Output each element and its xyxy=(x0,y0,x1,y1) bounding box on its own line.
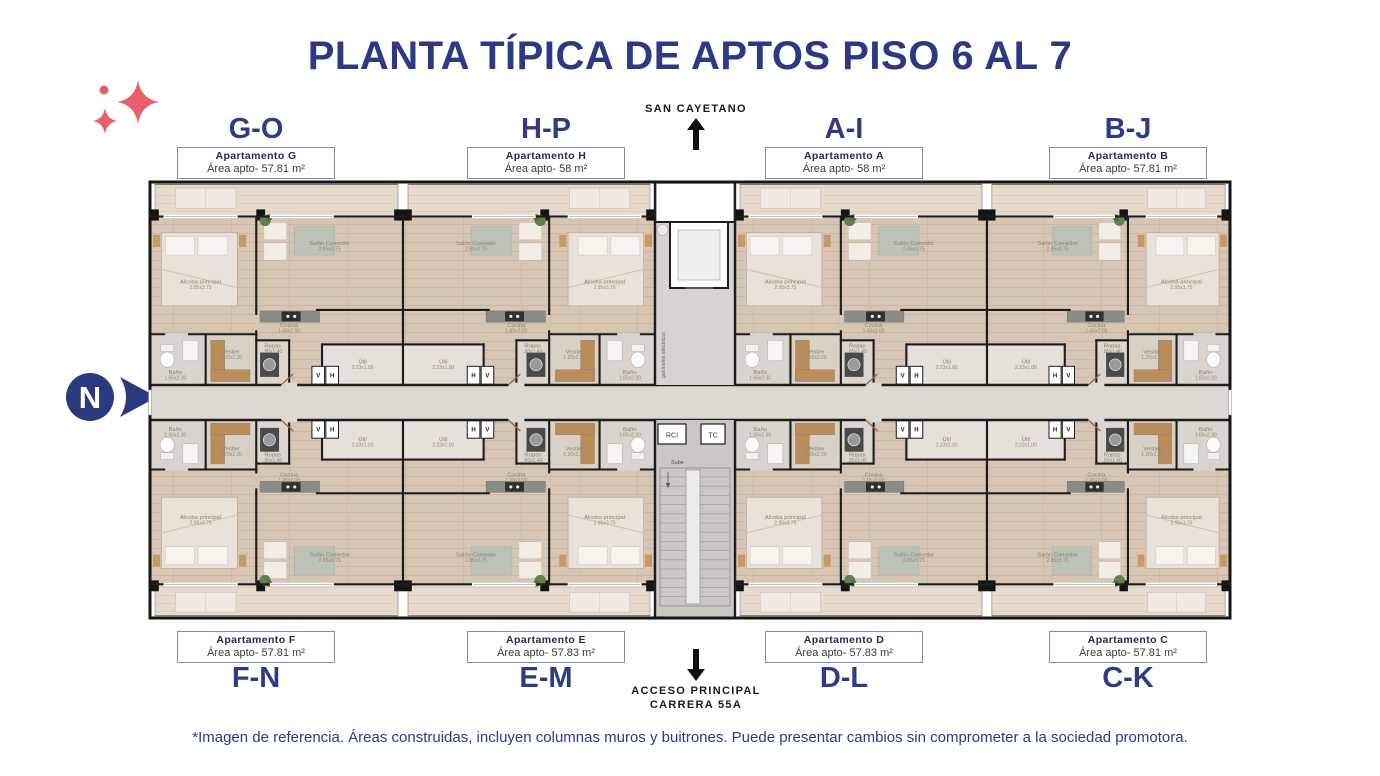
svg-text:2.95x3.75: 2.95x3.75 xyxy=(593,285,616,291)
svg-text:Cocina: Cocina xyxy=(507,472,526,479)
svg-text:1.65x2.30: 1.65x2.30 xyxy=(618,432,641,439)
svg-text:Vestier: Vestier xyxy=(806,349,825,356)
svg-text:Útil: Útil xyxy=(1021,436,1031,443)
apt-code-top-2: H-P xyxy=(521,113,571,145)
apt-name: Apartamento H xyxy=(505,150,587,162)
corridor xyxy=(150,385,1230,420)
svg-text:Útil: Útil xyxy=(358,436,367,443)
svg-text:Alcoba principal: Alcoba principal xyxy=(584,515,626,521)
svg-text:.80x1.40: .80x1.40 xyxy=(263,458,283,465)
svg-text:1.65x2.30: 1.65x2.30 xyxy=(1194,432,1217,439)
svg-text:Baño: Baño xyxy=(168,369,183,376)
svg-text:1.20x2.20: 1.20x2.20 xyxy=(804,452,827,459)
apt-name: Apartamento F xyxy=(216,634,296,646)
apt-name: Apartamento B xyxy=(1087,150,1169,162)
svg-text:Ropas: Ropas xyxy=(1103,343,1121,350)
svg-text:1.65x2.00: 1.65x2.00 xyxy=(505,477,528,484)
svg-text:Vestier: Vestier xyxy=(565,446,584,453)
svg-text:1.65x2.00: 1.65x2.00 xyxy=(278,477,301,484)
svg-text:Alcoba principal: Alcoba principal xyxy=(1160,515,1202,521)
apt-name: Apartamento E xyxy=(506,634,586,646)
svg-text:2.85x3.75: 2.85x3.75 xyxy=(465,558,488,565)
svg-text:V: V xyxy=(485,373,490,380)
svg-text:H: H xyxy=(471,373,476,380)
svg-text:2.23x1.00: 2.23x1.00 xyxy=(935,365,958,372)
apt-code-top-1: G-O xyxy=(228,113,284,145)
svg-text:1.65x2.30: 1.65x2.30 xyxy=(749,375,772,382)
apt-area: Área apto- 57.81 m² xyxy=(207,647,305,659)
floorplan xyxy=(145,180,1235,622)
svg-text:1.20x2.20: 1.20x2.20 xyxy=(219,452,242,459)
svg-text:H: H xyxy=(329,373,335,380)
svg-text:Alcoba principal: Alcoba principal xyxy=(584,279,626,286)
access-label-line2: CARRERA 55A xyxy=(649,699,743,711)
svg-text:2.85x3.75: 2.85x3.75 xyxy=(318,558,341,565)
apt-area: Área apto- 57.83 m² xyxy=(497,647,595,659)
svg-text:Alcoba principal: Alcoba principal xyxy=(764,515,806,521)
svg-text:1.65x2.00: 1.65x2.00 xyxy=(862,477,885,484)
sparkle-star-small xyxy=(93,108,117,134)
svg-text:2.85x3.75: 2.85x3.75 xyxy=(318,246,341,253)
svg-text:V: V xyxy=(485,427,490,434)
svg-text:1.20x2.20: 1.20x2.20 xyxy=(1141,355,1164,362)
svg-text:Cocina: Cocina xyxy=(280,472,299,479)
svg-text:H: H xyxy=(471,427,476,434)
svg-text:2.85x3.75: 2.85x3.75 xyxy=(1046,558,1069,565)
svg-text:TC: TC xyxy=(708,432,718,440)
svg-text:Vestier: Vestier xyxy=(222,349,240,356)
svg-text:1.65x2.00: 1.65x2.00 xyxy=(505,328,528,335)
svg-text:gabinetes eléctricos: gabinetes eléctricos xyxy=(661,332,667,378)
svg-text:1.20x2.20: 1.20x2.20 xyxy=(804,355,827,362)
access-direction-arrow-icon xyxy=(686,649,706,681)
sparkle-star-large xyxy=(117,80,159,124)
svg-text:Vestier: Vestier xyxy=(1143,349,1162,356)
floorplan-apartment-d xyxy=(735,420,987,618)
svg-text:1.65x2.30: 1.65x2.30 xyxy=(164,375,187,382)
svg-text:2.23x1.00: 2.23x1.00 xyxy=(1014,365,1037,372)
apt-area: Área apto- 57.81 m² xyxy=(1079,163,1177,175)
footnote: *Imagen de referencia. Áreas construidas, incluyen columnas muros y buitrones. Puede presentar cambios sin comprometer a la sociedad promotora. xyxy=(192,729,1188,746)
svg-text:Baño: Baño xyxy=(753,426,767,433)
svg-text:H: H xyxy=(914,373,919,380)
svg-text:Salón Comedor: Salón Comedor xyxy=(893,240,935,247)
apt-code-top-4: B-J xyxy=(1104,113,1152,145)
apt-area: Área apto- 58 m² xyxy=(802,163,886,175)
svg-text:H: H xyxy=(914,427,919,434)
svg-text:Alcoba principal: Alcoba principal xyxy=(1160,279,1202,286)
svg-text:.80x1.40: .80x1.40 xyxy=(523,458,543,465)
apt-info-box-b xyxy=(1049,147,1207,179)
svg-text:Salón Comedor: Salón Comedor xyxy=(893,552,935,559)
apt-area: Área apto- 57.81 m² xyxy=(1079,647,1177,659)
svg-text:.80x1.40: .80x1.40 xyxy=(1102,458,1122,465)
svg-text:1.65x2.00: 1.65x2.00 xyxy=(1085,477,1108,484)
svg-text:2.85x3.75: 2.85x3.75 xyxy=(1046,246,1069,253)
svg-text:H: H xyxy=(329,427,335,434)
svg-text:Salón Comedor: Salón Comedor xyxy=(455,240,497,247)
svg-text:Vestier: Vestier xyxy=(806,446,825,453)
svg-text:Útil: Útil xyxy=(1021,359,1031,366)
svg-text:2.23x1.00: 2.23x1.00 xyxy=(351,365,374,372)
svg-text:Salón Comedor: Salón Comedor xyxy=(1037,552,1078,559)
apt-area: Área apto- 57.81 m² xyxy=(207,163,305,175)
svg-text:2.95x3.75: 2.95x3.75 xyxy=(593,520,616,527)
sparkle-dot xyxy=(100,86,109,95)
svg-text:Salón Comedor: Salón Comedor xyxy=(309,552,350,559)
svg-text:1.20x2.20: 1.20x2.20 xyxy=(563,452,586,459)
svg-text:Alcoba principal: Alcoba principal xyxy=(764,279,806,286)
svg-text:Salón Comedor: Salón Comedor xyxy=(309,240,350,247)
compass-north-letter: N xyxy=(78,380,102,415)
svg-text:V: V xyxy=(1066,427,1071,434)
svg-text:Útil: Útil xyxy=(439,436,448,443)
svg-text:V: V xyxy=(1066,373,1071,380)
svg-text:Ropas: Ropas xyxy=(524,452,542,459)
svg-text:Ropas: Ropas xyxy=(264,452,282,459)
floorplan-apartment-h xyxy=(403,182,655,385)
svg-text:Alcoba principal: Alcoba principal xyxy=(180,515,222,521)
svg-text:Baño: Baño xyxy=(623,426,637,433)
apt-code-bottom-4: C-K xyxy=(1102,662,1154,694)
svg-text:2.95x3.75: 2.95x3.75 xyxy=(774,285,797,291)
svg-text:Baño: Baño xyxy=(1198,426,1213,433)
floorplan-apartment-b xyxy=(987,182,1230,385)
svg-text:Vestier: Vestier xyxy=(222,446,240,453)
svg-text:V: V xyxy=(900,427,905,434)
svg-text:2.95x3.75: 2.95x3.75 xyxy=(774,520,797,527)
svg-text:Sube: Sube xyxy=(671,460,684,466)
elevator-core xyxy=(655,182,735,385)
svg-text:.80x1.40: .80x1.40 xyxy=(847,458,867,465)
svg-text:Útil: Útil xyxy=(942,436,951,443)
page-title: PLANTA TÍPICA DE APTOS PISO 6 AL 7 xyxy=(307,34,1073,78)
svg-text:H: H xyxy=(1052,427,1058,434)
svg-text:Cocina: Cocina xyxy=(507,323,526,330)
sparkles-decoration xyxy=(78,70,178,150)
svg-text:1.65x2.30: 1.65x2.30 xyxy=(749,432,772,439)
floorplan-apartment-c xyxy=(987,420,1230,618)
svg-text:1.65x2.30: 1.65x2.30 xyxy=(164,432,187,439)
svg-text:Baño: Baño xyxy=(623,369,637,376)
apt-name: Apartamento D xyxy=(803,634,885,646)
apt-code-top-3: A-I xyxy=(824,113,864,145)
svg-text:.80x1.40: .80x1.40 xyxy=(847,348,867,355)
svg-text:Salón Comedor: Salón Comedor xyxy=(1037,240,1078,247)
svg-text:1.65x2.30: 1.65x2.30 xyxy=(618,375,641,382)
svg-text:Cocina: Cocina xyxy=(864,472,883,479)
svg-text:2.95x3.75: 2.95x3.75 xyxy=(189,285,212,291)
apt-code-bottom-1: F-N xyxy=(231,662,281,694)
north-direction-arrow-icon xyxy=(686,118,706,150)
apt-area: Área apto- 58 m² xyxy=(504,163,588,175)
svg-text:Cocina: Cocina xyxy=(1087,472,1106,479)
svg-text:Ropas: Ropas xyxy=(848,452,866,459)
svg-text:Alcoba principal: Alcoba principal xyxy=(180,279,222,286)
svg-text:2.23x1.00: 2.23x1.00 xyxy=(351,442,374,449)
svg-text:Vestier: Vestier xyxy=(565,349,584,356)
svg-text:1.20x2.20: 1.20x2.20 xyxy=(1141,452,1164,459)
svg-text:2.85x3.75: 2.85x3.75 xyxy=(902,246,925,253)
access-label-line1: ACCESO PRINCIPAL xyxy=(631,685,761,697)
apt-name: Apartamento G xyxy=(215,150,297,162)
apt-code-bottom-3: D-L xyxy=(819,662,869,694)
svg-text:V: V xyxy=(316,427,321,434)
floorplan-apartment-a xyxy=(735,182,987,385)
svg-text:Ropas: Ropas xyxy=(848,343,866,350)
apt-name: Apartamento A xyxy=(803,150,885,162)
floorplan-apartment-f xyxy=(150,420,403,618)
svg-text:Baño: Baño xyxy=(753,369,767,376)
svg-text:RCI: RCI xyxy=(665,432,679,440)
svg-text:Baño: Baño xyxy=(168,426,183,433)
svg-text:1.20x2.20: 1.20x2.20 xyxy=(563,355,586,362)
svg-text:Útil: Útil xyxy=(942,359,951,366)
floorplan-apartment-e xyxy=(403,420,655,618)
svg-text:V: V xyxy=(900,373,905,380)
svg-text:2.85x3.75: 2.85x3.75 xyxy=(902,558,925,565)
svg-text:2.95x3.75: 2.95x3.75 xyxy=(1170,285,1193,291)
stairwell-core xyxy=(655,420,735,618)
apt-info-box-f xyxy=(177,631,335,663)
svg-text:.80x1.40: .80x1.40 xyxy=(263,348,283,355)
svg-text:Salón Comedor: Salón Comedor xyxy=(455,552,497,559)
apt-info-box-a xyxy=(765,147,923,179)
svg-text:Cocina: Cocina xyxy=(1087,323,1106,330)
apt-name: Apartamento C xyxy=(1087,634,1169,646)
svg-text:Ropas: Ropas xyxy=(1103,452,1121,459)
apt-info-box-h xyxy=(467,147,625,179)
svg-text:2.95x3.75: 2.95x3.75 xyxy=(189,520,212,527)
svg-text:Ropas: Ropas xyxy=(264,343,282,350)
apt-info-box-g xyxy=(177,147,335,179)
apt-info-box-e xyxy=(467,631,625,663)
svg-text:Útil: Útil xyxy=(439,359,448,366)
svg-text:1.65x2.00: 1.65x2.00 xyxy=(862,328,885,335)
svg-text:1.65x2.00: 1.65x2.00 xyxy=(278,328,301,335)
svg-text:Cocina: Cocina xyxy=(864,323,883,330)
svg-text:2.23x1.00: 2.23x1.00 xyxy=(1014,442,1037,449)
svg-text:Cocina: Cocina xyxy=(280,323,299,330)
apt-code-bottom-2: E-M xyxy=(519,662,573,694)
street-label-san-cayetano: SAN CAYETANO xyxy=(645,103,747,115)
svg-text:V: V xyxy=(316,373,321,380)
svg-text:.80x1.40: .80x1.40 xyxy=(1102,348,1122,355)
svg-text:2.95x3.75: 2.95x3.75 xyxy=(1170,520,1193,527)
svg-text:1.20x2.20: 1.20x2.20 xyxy=(219,355,242,362)
access-label xyxy=(631,684,760,712)
svg-text:1.65x2.00: 1.65x2.00 xyxy=(1085,328,1108,335)
apt-info-box-c xyxy=(1049,631,1207,663)
svg-text:2.23x1.00: 2.23x1.00 xyxy=(935,442,958,449)
floorplan-apartment-g xyxy=(150,182,403,385)
svg-text:.80x1.40: .80x1.40 xyxy=(523,348,543,355)
apt-info-box-d xyxy=(765,631,923,663)
svg-text:2.85x3.75: 2.85x3.75 xyxy=(465,246,488,253)
svg-text:Útil: Útil xyxy=(358,359,367,366)
svg-text:1.65x2.30: 1.65x2.30 xyxy=(1194,375,1217,382)
svg-text:Baño: Baño xyxy=(1198,369,1213,376)
apt-area: Área apto- 57.83 m² xyxy=(795,647,893,659)
svg-text:H: H xyxy=(1052,373,1058,380)
svg-text:2.23x1.00: 2.23x1.00 xyxy=(432,442,455,449)
svg-text:Ropas: Ropas xyxy=(524,343,542,350)
svg-text:Vestier: Vestier xyxy=(1143,446,1162,453)
svg-text:2.23x1.00: 2.23x1.00 xyxy=(432,365,455,372)
